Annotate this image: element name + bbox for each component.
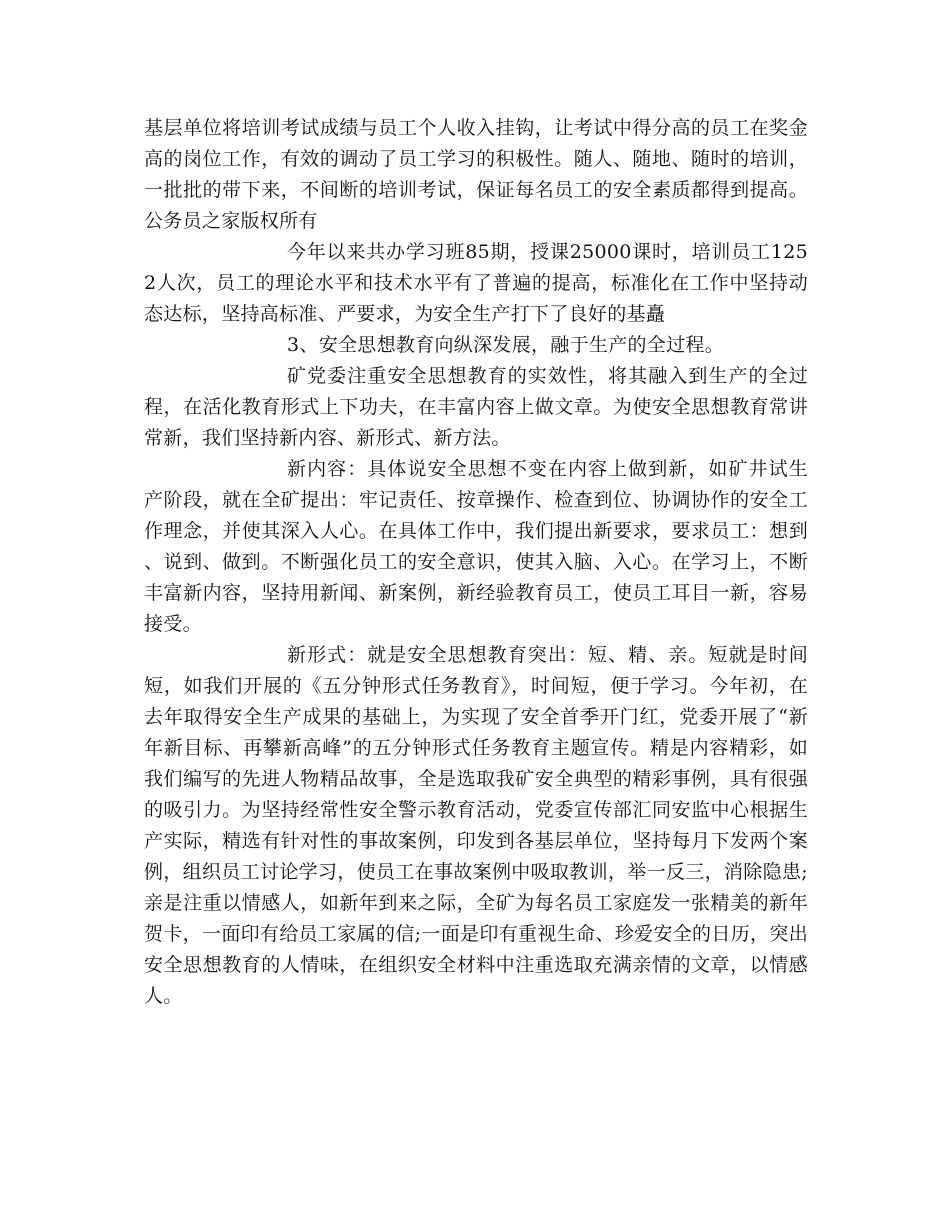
paragraph-2: 今年以来共办学习班85期，授课25000课时，培训员工1252人次，员工的理论水平和技术水平有了普遍的提高，标准化在工作中坚持动态达标，坚持高标准、严要求，为安全生产打下了良好的基矗 [144,241,808,325]
paragraph-3-heading: 3、安全思想教育向纵深发展，融于生产的全过程。 [287,334,724,356]
paragraph-4: 矿党委注重安全思想教育的实效性，将其融入到生产的全过程，在活化教育形式上下功夫，在丰富内容上做文章。为使安全思想教育常讲常新，我们坚持新内容、新形式、新方法。 [144,365,808,449]
paragraph-5: 新内容：具体说安全思想不变在内容上做到新，如矿井试生产阶段，就在全矿提出：牢记责任、按章操作、检查到位、协调协作的安全工作理念，并使其深入人心。在具体工作中，我们提出新要求，要求员工：想到、说到、做到。不断强化员工的安全意识，使其入脑、入心。在学习上，不断丰富新内容，坚持用新闻、新案例，新经验教育员工，使员工耳目一新，容易接受。 [144,458,808,635]
paragraph-6: 新形式：就是安全思想教育突出：短、精、亲。短就是时间短，如我们开展的《五分钟形式任务教育》，时间短，便于学习。今年初，在去年取得安全生产成果的基础上，为实现了安全首季开门红，党委开展了“新年新目标、再攀新高峰”的五分钟形式任务教育主题宣传。精是内容精彩，如我们编写的先进人物精品故事，全是选取我矿安全典型的精彩事例，具有很强的吸引力。为坚持经常性安全警示教育活动，党委宣传部汇同安监中心根据生产实际，精选有针对性的事故案例，印发到各基层单位，坚持每月下发两个案例，组织员工讨论学习，使员工在事故案例中吸取教训，举一反三，消除隐患;亲是注重以情感人，如新年到来之际，全矿为每名员工家庭发一张精美的新年贺卡，一面印有给员工家属的信;一面是印有重视生命、珍爱安全的日历，突出安全思想教育的人情味，在组织安全材料中注重选取充满亲情的文章，以情感人。 [144,644,808,1007]
paragraph-1: 基层单位将培训考试成绩与员工个人收入挂钩，让考试中得分高的员工在奖金高的岗位工作，有效的调动了员工学习的积极性。随人、随地、随时的培训，一批批的带下来，不间断的培训考试，保证每名员工的安全素质都得到提高。公务员之家版权所有 [144,117,808,232]
document-body [144,113,808,1012]
